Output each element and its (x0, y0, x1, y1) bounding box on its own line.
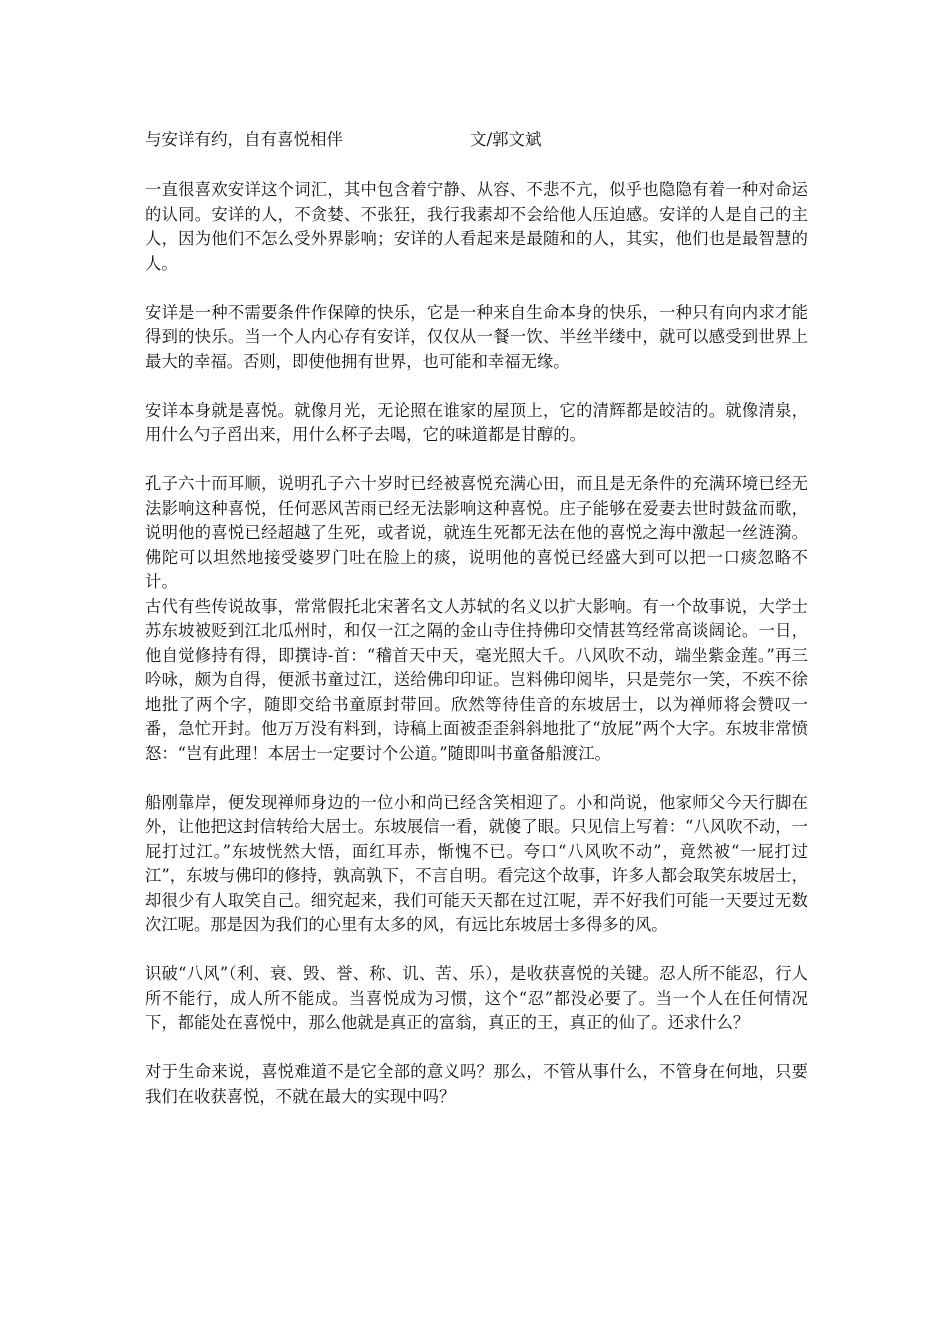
paragraph-3: 安详本身就是喜悦。就像月光，无论照在谁家的屋顶上，它的清辉都是皎洁的。就像清泉，用什么勺子舀出来，用什么杯子去喝，它的味道都是甘醇的。 (145, 400, 808, 444)
paragraph-4: 孔子六十而耳顺，说明孔子六十岁时已经被喜悦充满心田，而且是无条件的充满环境已经无法影响这种喜悦，任何恶风苦雨已经无法影响这种喜悦。庄子能够在爱妻去世时鼓盆而歌，说明他的喜悦已经超越了生死，或者说，就连生死都无法在他的喜悦之海中激起一丝涟漪。佛陀可以坦然地接受婆罗门吐在脸上的痰，说明他的喜悦已经盛大到可以把一口痰忽略不计。 (145, 474, 808, 591)
document-title: 与安详有约，自有喜悦相伴 (145, 130, 343, 149)
document-body (145, 178, 808, 1134)
paragraph-7: 识破“八风”（利、衰、毁、誉、称、讥、苦、乐），是收获喜悦的关键。忍人所不能忍，行人所不能行，成人所不能成。当喜悦成为习惯，这个“忍”都没必要了。当一个人在任何情况下，都能处在喜悦中，那么他就是真正的富翁，真正的王，真正的仙了。还求什么？ (145, 964, 808, 1032)
paragraph-5: 古代有些传说故事，常常假托北宋著名文人苏轼的名义以扩大影响。有一个故事说，大学士苏东坡被贬到江北瓜州时，和仅一江之隔的金山寺住持佛印交情甚笃经常高谈阔论。一日，他自觉修持有得，即撰诗-首：“稽首天中天，毫光照大千。八风吹不动，端坐紫金莲。”再三吟咏，颇为自得，便派书童过江，送给佛印印证。岂料佛印阅毕，只是莞尔一笑，不疾不徐地批了两个字，随即交给书童原封带回。欣然等待佳音的东坡居士，以为禅师将会赞叹一番，急忙开封。他万万没有料到，诗稿上面被歪歪斜斜地批了“放屁”两个大字。东坡非常愤怒：“岂有此理！本居士一定要讨个公道。”随即叫书童备船渡江。 (145, 596, 808, 763)
paragraph-6: 船刚靠岸，便发现禅师身边的一位小和尚已经含笑相迎了。小和尚说，他家师父今天行脚在外，让他把这封信转给大居士。东坡展信一看，就傻了眼。只见信上写着：“八风吹不动，一屁打过江。”东坡恍然大悟，面红耳赤，惭愧不已。夸口“八风吹不动”，竟然被“一屁打过江”，东坡与佛印的修持，孰高孰下，不言自明。看完这个故事，许多人都会取笑东坡居士，却很少有人取笑自己。细究起来，我们可能天天都在过江呢，弄不好我们可能一天要过无数次江呢。那是因为我们的心里有太多的风，有远比东坡居士多得多的风。 (145, 792, 808, 934)
paragraph-1: 一直很喜欢安详这个词汇，其中包含着宁静、从容、不悲不亢，似乎也隐隐有着一种对命运的认同。安详的人，不贪婪、不张狂，我行我素却不会给他人压迫感。安详的人是自己的主人，因为他们不怎么受外界影响；安详的人看起来是最随和的人，其实，他们也是最智慧的人。 (145, 180, 808, 273)
paragraph-8: 对于生命来说，喜悦难道不是它全部的意义吗？那么，不管从事什么，不管身在何地，只要我们在收获喜悦，不就在最大的实现中吗？ (145, 1062, 808, 1106)
paragraph-2: 安详是一种不需要条件作保障的快乐，它是一种来自生命本身的快乐，一种只有向内求才能得到的快乐。当一个人内心存有安详，仅仅从一餐一饮、半丝半缕中，就可以感受到世界上最大的幸福。否则，即使他拥有世界，也可能和幸福无缘。 (145, 302, 808, 371)
document-author: 文/郭文斌 (470, 130, 542, 149)
title-line (145, 128, 825, 152)
